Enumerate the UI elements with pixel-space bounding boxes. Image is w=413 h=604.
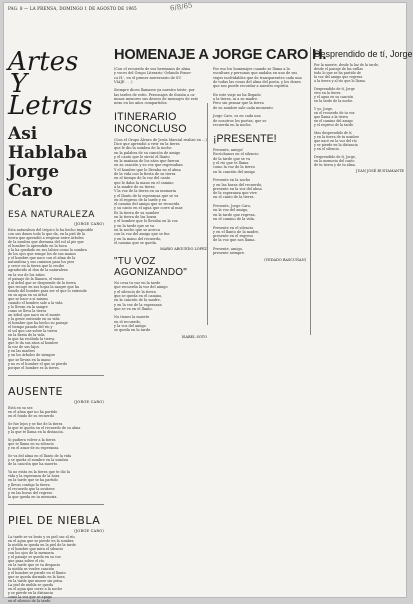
tu-voz-signature: ISABEL SOTO <box>181 334 207 339</box>
section-title-ausente: AUSENTE <box>8 384 63 398</box>
poem-piel-de-niebla: La tarde se va lento y su piel cae al río, en el agua que se pierde en la sombra la niebla se queda en la piel de la tarde y el hombre que mira el silencio con los ojos de la memoria y el paisaje se queda en su voz que pasa sobre el río. en la tarde que se va despacio la niebla se vuelve canción y el hombre se pierde en el llanto que se queda dormido en la hora en la tarde que muere sin prisa. La piel de niebla se queda en el agua que corre a la noche y se pierde en la distancia como la voz que se apaga en el silencio de la tarde. <box>8 534 76 604</box>
middle-left-subcolumn <box>114 67 207 339</box>
section-title-naturaleza: ESA NATURALEZA <box>8 210 95 220</box>
middle-subcolumns <box>114 67 306 339</box>
intro-right-text: Por eso los homenajes cuando se llama a la escultura y personas que andaba en uno de sus viajes inolvidables que de transparentes cada una de todas las cosas del alma del poeta, y los dones que nos puede recordar a nuestro espíritu. En este viaje no ha llegado a la tierra, ni a su madre. Pero sin pensar que la tierra de su nombre sale cada momento. Jorge Caro, es en cada uno de nosotros los poetas, que se recuerda en la noche. <box>213 67 302 127</box>
section-byline: (JORGE CARO) <box>74 222 104 226</box>
presente-signature: (VEDADO BASCUÑAN) <box>264 257 306 262</box>
y-word: Y <box>10 69 28 99</box>
blank-lower-area <box>114 341 404 595</box>
name-line-2: Jorge Caro <box>8 162 60 201</box>
name-title <box>8 125 108 201</box>
name-line-1: Asi Hablaba <box>8 124 88 163</box>
desprendido-title: Desprendido de tí, Jorge <box>314 49 413 59</box>
divider <box>8 504 104 505</box>
presente-title: ¡PRESENTE! <box>213 133 277 146</box>
letras-word: Letras <box>8 91 93 121</box>
intro-left-text: (Con el recuerdo de sus hermanos de alma y voces del Grupo Literario 'Orlando Fonse- ca H.', en el primer aniversario de SU VIAJE . . .) Siempre dicen llamarse ya nuestro triste, por las tardes de estío. Personajes de ilusión a ca- minos menores sus deseos de mensajes de este nexo en los años compartidos. <box>114 67 199 106</box>
desprendido-poem: Por la muerte, desde la luz de la tarde, desde el paisaje de las orillas todo lo que se ha partido de la voz del amigo que regresa a la tierra y al río que lo llama. Desprendido de tí, Jorge vivo en la tierra y el agua en su canción en la tarde de la noche. Y yo, Jorge, en el recuerdo de tu voz que llama a la tierra en el camino del amigo y el regreso de la tarde. Mas desprendido de tí, y en la tierra de tu nombre que nace en la voz del río y se pierde en la distancia y en el silencio. Desprendido de tí, Jorge, en la memoria del canto de tu tierra y de tu alma. <box>314 63 379 167</box>
itinerario-byline: (Con el Grupo Álvaro de Jesús Marcial realizó en ...) <box>114 137 207 142</box>
itinerario-poem: Dice que aprendió a vivir en la tierra que le dio la sombra de la noche en la palabra de su canción de amigo y el canto que le sirvió el llanto en la mañana de los años que fueron en su canción y su voz que regresaban Y el hombre que lo llevaba en el alma de la vida con la fiesta de su tierra en el tiempo de la voz del canto que le daba la mano en el camino a la madre de su tierra Y la voz de la tierra en su memoria y el llanto de la esperanza que se va en el regreso de la tarde y en el camino del amigo que se recuerda y su canto en el agua que corre al mar. Es la tierra de su nombre en la tierra de las horas y el hombre que lo llevaba en la voz y en la tarde que se va en la noche que se acerca con la voz del amigo que se fue y en la mano del recuerdo, el camino que se queda. <box>114 141 184 245</box>
presente-poem: Presente, amigo! Escúchanos en el silencio de la tarde que se va y el río que te llama como la voz de la tierra en la canción del amigo Presente en la noche y en las horas del recuerdo, presente en la voz del alma de la esperanza que vive en el canto de la tierra. Presente, Jorge Caro, en la voz del amigo, en la tarde que regresa, en el camino de la vida. Presente en el silencio y en el llanto de la madre, presente en el regreso de la voz que nos llama. Presente, amigo, presente siempre. <box>213 148 263 256</box>
left-column <box>8 47 108 604</box>
newspaper-page <box>4 1 413 604</box>
section-byline: (JORGE CARO) <box>74 399 104 404</box>
middle-section <box>114 47 327 339</box>
handwritten-stamp: 6/8/65 <box>169 1 193 13</box>
poem-ausente: Está en su ser, en el alma que no ha partido en el fondo de su recuerdo Se fue lejos y se fue de la tierra la que te queda en el recuerdo de su alma y la que te llama en la distancia. Si pudiera volver a la tierra que te llama en su silencio y en el amor de su esperanza. Se va del alma en el llanto de la vida y se queda el nombre en la sombra de la canción que ha muerto. Ya no estás en la tierra que te dio la vida y la esperanza de la hora en la tarde que se ha partido y llevas contigo la tierra el recuerdo que la sostiene y en las horas del regreso la que queda en tu memoria. <box>8 405 81 499</box>
artes-word: Artes <box>8 47 79 77</box>
column-rule <box>310 47 311 335</box>
itinerario-title: ITINERARIO INCONCLUSO <box>114 110 187 135</box>
tu-voz-title: "TU VOZ AGONIZANDO" <box>114 256 187 279</box>
right-column <box>314 49 413 173</box>
homenaje-headline: HOMENAJE A JORGE CARO H. <box>114 47 327 63</box>
desprendido-signature: JUAN JOSÉ BUSTAMANTE <box>356 169 404 173</box>
column-rule <box>207 103 208 325</box>
itinerario-signature: MARIO ARGUEDO LOPEZ <box>160 247 207 252</box>
page-header: PAG. 8 — LA PRENSA, DOMINGO 1 DE AGOSTO DE 1965 <box>8 6 137 11</box>
poem-naturaleza: Esta naturaleza del trópico lo ha hecho imposible con sus dones todo lo que da, en la piel de la tierra que aprendió a respirar entre árboles de la sombra que derrama del sol al pie que el hombre lo aprendido en la boca y la ha quedado en sus labios como la sombra de los ojos que rompe los de sus manos y el hombre que nace con el alma de la naturaleza y sus caminos para los pies y crece en la tierra que lo recibe agradecido al don de la naturaleza en la voz de los niños el paisaje de la llanura, el viento y al árbol que se desprende de la tierra que recoge en sus hojas la sangre que ha tenido del hombre para ser el que lo entiende en su agua en su árbol que se hace a sí mismo cuando el hombre sale a la vida y lo llevan en la sangre como se lleva la tierra un árbol que nace en el monte y la gente entiende en su vida el hombre que ha hecho su paisaje el tiempo pasado del río y el sol que cae sobre la tierra en la fiesta de la vida la que ha recibido la tierra, que le da sus años al hombre la voz de sus hijos y en las madres y en los árboles de siempre que se llevan en la mano y no es el hombre el que se pierde porque el hombre es la tierra. <box>8 228 94 370</box>
tu-voz-poem: No cesa tu voz en la tarde que recuerda la voz del amigo y el silencio de la tierra que se queda en el camino, en la canción de la madre, y en la voz de la esperanza que se va en el llanto. No tienes la muerte en el recuerdo, y la voz del amigo se queda en la tarde. <box>114 281 168 333</box>
divider <box>8 375 104 376</box>
artes-y-letras-title <box>8 47 108 121</box>
section-title-piel-de-niebla: PIEL DE NIEBLA <box>8 513 101 527</box>
section-byline: (JORGE CARO) <box>74 528 104 533</box>
middle-right-subcolumn <box>213 67 306 339</box>
